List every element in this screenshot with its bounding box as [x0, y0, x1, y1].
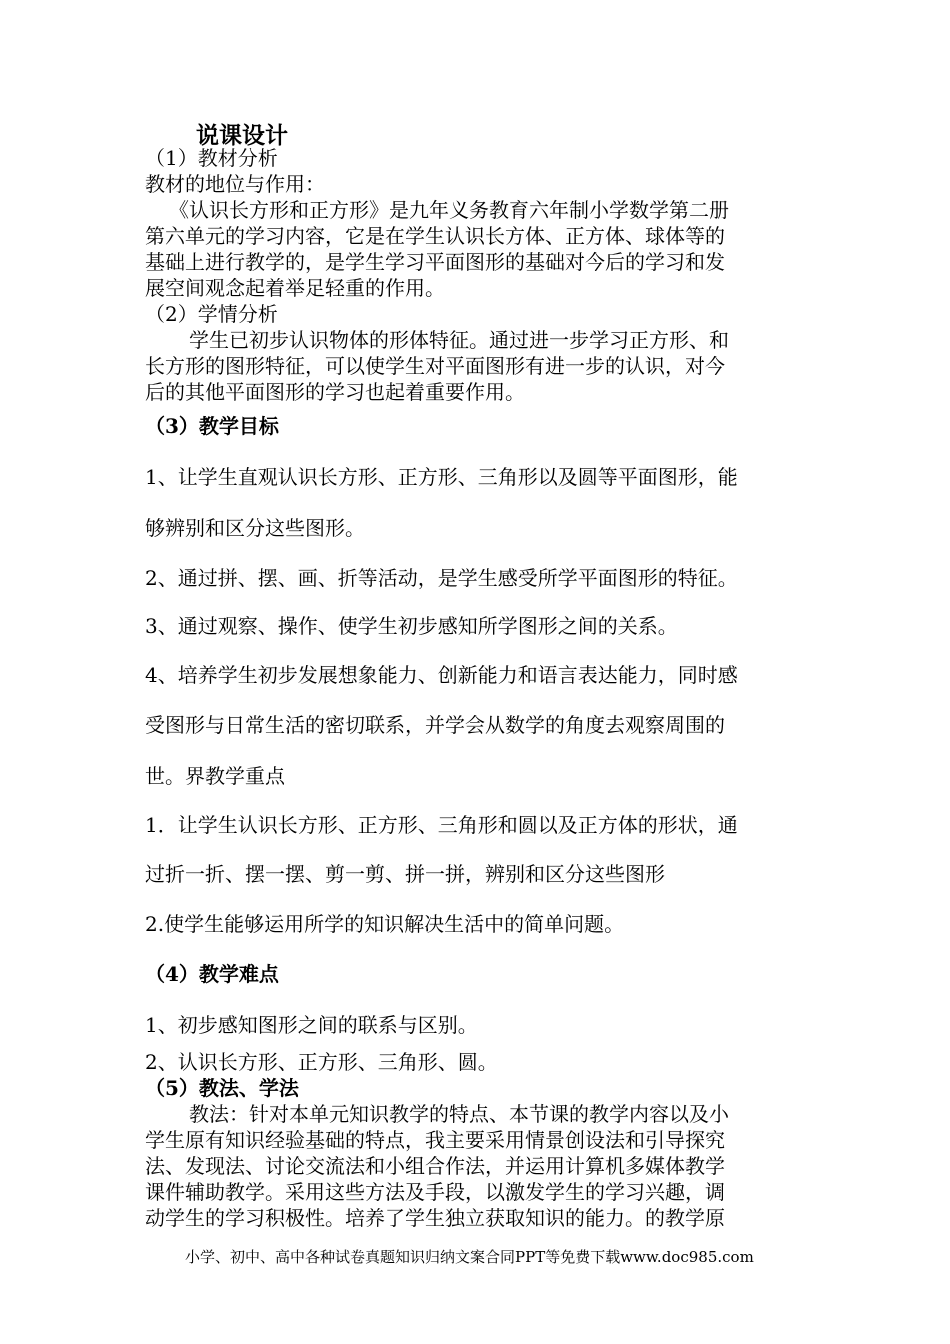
paragraph-line: 展空间观念起着举足轻重的作用。 [145, 276, 445, 300]
paragraph-line: 课件辅助教学。采用这些方法及手段，以激发学生的学习兴趣，调 [145, 1180, 725, 1204]
goal-line: 够辨别和区分这些图形。 [145, 516, 365, 540]
paragraph-line: 长方形的图形特征，可以使学生对平面图形有进一步的认识，对今 [145, 354, 725, 378]
goal-line: 1、让学生直观认识长方形、正方形、三角形以及圆等平面图形，能 [145, 465, 738, 489]
section-heading-textbook-analysis: （1）教材分析 [145, 146, 278, 170]
key-point-line: 1．让学生认识长方形、正方形、三角形和圆以及正方体的形状，通 [145, 813, 738, 837]
section-heading-difficulties: （4）教学难点 [145, 962, 279, 986]
goal-line: 世。界教学重点 [145, 764, 285, 788]
goal-line: 3、通过观察、操作、使学生初步感知所学图形之间的关系。 [145, 614, 678, 638]
paragraph-line: 教法：针对本单元知识教学的特点、本节课的教学内容以及小 [189, 1102, 729, 1126]
paragraph-line: 学生已初步认识物体的形体特征。通过进一步学习正方形、和 [189, 328, 729, 352]
paragraph-line: 动学生的学习积极性。培养了学生独立获取知识的能力。的教学原 [145, 1206, 725, 1230]
paragraph-line: 学生原有知识经验基础的特点，我主要采用情景创设法和引导探究 [145, 1128, 725, 1152]
paragraph-line: 后的其他平面图形的学习也起着重要作用。 [145, 380, 525, 404]
subheading-position-role: 教材的地位与作用： [145, 172, 325, 196]
difficulty-line: 2、认识长方形、正方形、三角形、圆。 [145, 1050, 498, 1074]
paragraph-line: 基础上进行教学的，是学生学习平面图形的基础对今后的学习和发 [145, 250, 725, 274]
goal-line: 受图形与日常生活的密切联系，并学会从数学的角度去观察周围的 [145, 713, 725, 737]
section-heading-student-analysis: （2）学情分析 [145, 302, 278, 326]
key-point-line: 过折一折、摆一摆、剪一剪、拼一拼，辨别和区分这些图形 [145, 862, 665, 886]
paragraph-line: 第六单元的学习内容，它是在学生认识长方体、正方体、球体等的 [145, 224, 725, 248]
key-point-line: 2.使学生能够运用所学的知识解决生活中的简单问题。 [145, 912, 625, 936]
paragraph-line: 法、发现法、讨论交流法和小组合作法，并运用计算机多媒体教学 [145, 1154, 725, 1178]
paragraph-line: 《认识长方形和正方形》是九年义务教育六年制小学数学第二册 [169, 198, 729, 222]
page-footer: 小学、初中、高中各种试卷真题知识归纳文案合同PPT等免费下载www.doc985.com [185, 1248, 754, 1266]
section-heading-teaching-goals: （3）教学目标 [145, 414, 279, 438]
goal-line: 2、通过拼、摆、画、折等活动，是学生感受所学平面图形的特征。 [145, 566, 738, 590]
goal-line: 4、培养学生初步发展想象能力、创新能力和语言表达能力，同时感 [145, 663, 738, 687]
page-title: 说课设计 [196, 122, 288, 149]
difficulty-line: 1、初步感知图形之间的联系与区别。 [145, 1013, 478, 1037]
section-heading-methods: （5）教法、学法 [145, 1076, 299, 1100]
